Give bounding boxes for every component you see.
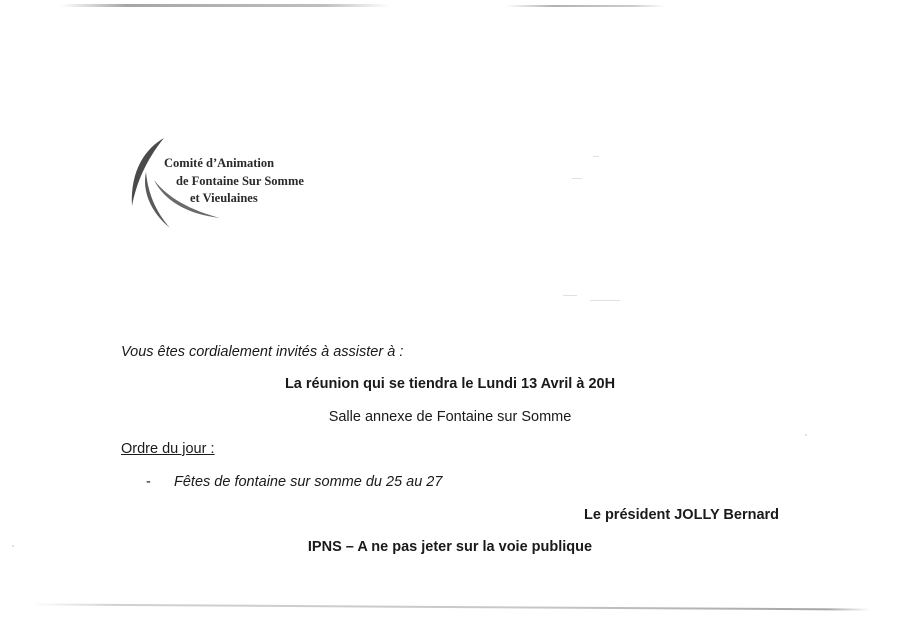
logo-line-3: et Vieulaines bbox=[190, 191, 258, 205]
scan-speck bbox=[805, 434, 807, 436]
scan-speck bbox=[590, 300, 620, 301]
footer-notice: IPNS – A ne pas jeter sur la voie publique bbox=[307, 539, 593, 555]
association-logo bbox=[124, 136, 324, 232]
agenda-bullet: - bbox=[146, 474, 151, 490]
scan-edge-top bbox=[60, 4, 390, 7]
meeting-venue: Salle annexe de Fontaine sur Somme bbox=[328, 409, 572, 425]
agenda-title: Ordre du jour : bbox=[121, 441, 215, 457]
scan-speck bbox=[572, 178, 582, 179]
meeting-announcement: La réunion qui se tiendra le Lundi 13 Avril à 20H bbox=[284, 376, 616, 392]
agenda-item: Fêtes de fontaine sur somme du 25 au 27 bbox=[174, 474, 443, 490]
scan-edge-top-right bbox=[505, 5, 665, 7]
scan-speck bbox=[593, 156, 599, 157]
invitation-text: Vous êtes cordialement invités à assister à : bbox=[121, 344, 404, 360]
scan-speck bbox=[563, 295, 577, 296]
logo-line-1: Comité d’Animation bbox=[164, 156, 275, 170]
logo-line-2: de Fontaine Sur Somme bbox=[176, 174, 304, 188]
scan-edge-bottom bbox=[30, 603, 870, 610]
signature: Le président JOLLY Bernard bbox=[584, 507, 780, 523]
